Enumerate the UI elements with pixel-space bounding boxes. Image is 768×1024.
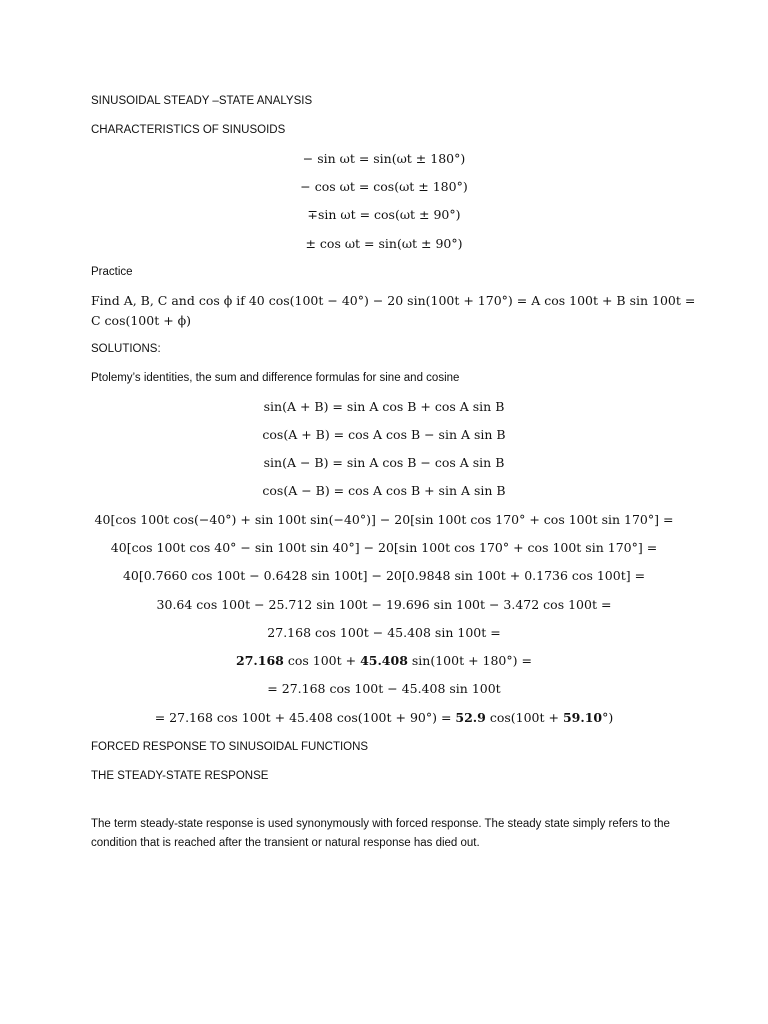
problem-statement-line: C cos(100t + ϕ) [91, 313, 192, 328]
identity-equation: − sin ωt = sin(ωt ± 180°) [302, 151, 466, 166]
section-heading-characteristics: CHARACTERISTICS OF SINUSOIDS [91, 124, 286, 136]
identity-equation: ∓sin ωt = cos(ωt ± 90°) [307, 207, 461, 222]
ptolemy-intro-text: Ptolemy’s identities, the sum and difference formulas for sine and cosine [91, 372, 460, 384]
derivation-step: 40[cos 100t cos 40° − sin 100t sin 40°] − 20[sin 100t cos 170° + cos 100t sin 170°] = [110, 540, 658, 555]
ptolemy-formula: sin(A − B) = sin A cos B − cos A sin B [263, 455, 505, 470]
bold-coefficient-b: 45.408 [360, 653, 408, 668]
result-phase: 59.10 [562, 710, 603, 725]
practice-label: Practice [91, 266, 133, 278]
identity-equation: − cos ωt = cos(ωt ± 180°) [300, 179, 468, 194]
derivation-step: = 27.168 cos 100t − 45.408 sin 100t [267, 681, 501, 696]
section-heading-forced-response: FORCED RESPONSE TO SINUSOIDAL FUNCTIONS [91, 741, 369, 753]
step-text: cos 100t + [283, 653, 361, 668]
ptolemy-formula: cos(A − B) = cos A cos B + sin A sin B [262, 483, 506, 498]
problem-statement-line: Find A, B, C and cos ϕ if 40 cos(100t − 40°) − 20 sin(100t + 170°) = A cos 100t + B sin 100t = [91, 293, 696, 308]
step-text: cos(100t + [485, 710, 563, 725]
section-heading-sinusoidal-analysis: SINUSOIDAL STEADY –STATE ANALYSIS [91, 95, 313, 107]
step-text: °) [602, 710, 614, 725]
ptolemy-formula: cos(A + B) = cos A cos B − sin A sin B [262, 427, 506, 442]
derivation-step: 30.64 cos 100t − 25.712 sin 100t − 19.696 sin 100t − 3.472 cos 100t = [156, 597, 612, 612]
identity-equation: ± cos ωt = sin(ωt ± 90°) [305, 236, 463, 251]
derivation-step-bold [0, 653, 768, 669]
step-text: = 27.168 cos 100t + 45.408 cos(100t + 90°) = [154, 710, 456, 725]
bold-coefficient-a: 27.168 [236, 653, 284, 668]
steady-state-paragraph: The term steady-state response is used synonymously with forced response. The steady state simply refers to the condition that is reached after the transient or natural response has died out. [91, 818, 670, 849]
ptolemy-formula: sin(A + B) = sin A cos B + cos A sin B [263, 399, 505, 414]
derivation-step: 40[0.7660 cos 100t − 0.6428 sin 100t] − 20[0.9848 sin 100t + 0.1736 cos 100t] = [122, 568, 646, 583]
solutions-label: SOLUTIONS: [91, 343, 161, 355]
result-magnitude: 52.9 [455, 710, 486, 725]
section-heading-steady-state: THE STEADY-STATE RESPONSE [91, 770, 269, 782]
step-text: sin(100t + 180°) = [407, 653, 532, 668]
final-result-step [0, 710, 768, 726]
derivation-step: 27.168 cos 100t − 45.408 sin 100t = [267, 625, 501, 640]
derivation-step: 40[cos 100t cos(−40°) + sin 100t sin(−40°)] − 20[sin 100t cos 170° + cos 100t sin 170°] = [94, 512, 674, 527]
